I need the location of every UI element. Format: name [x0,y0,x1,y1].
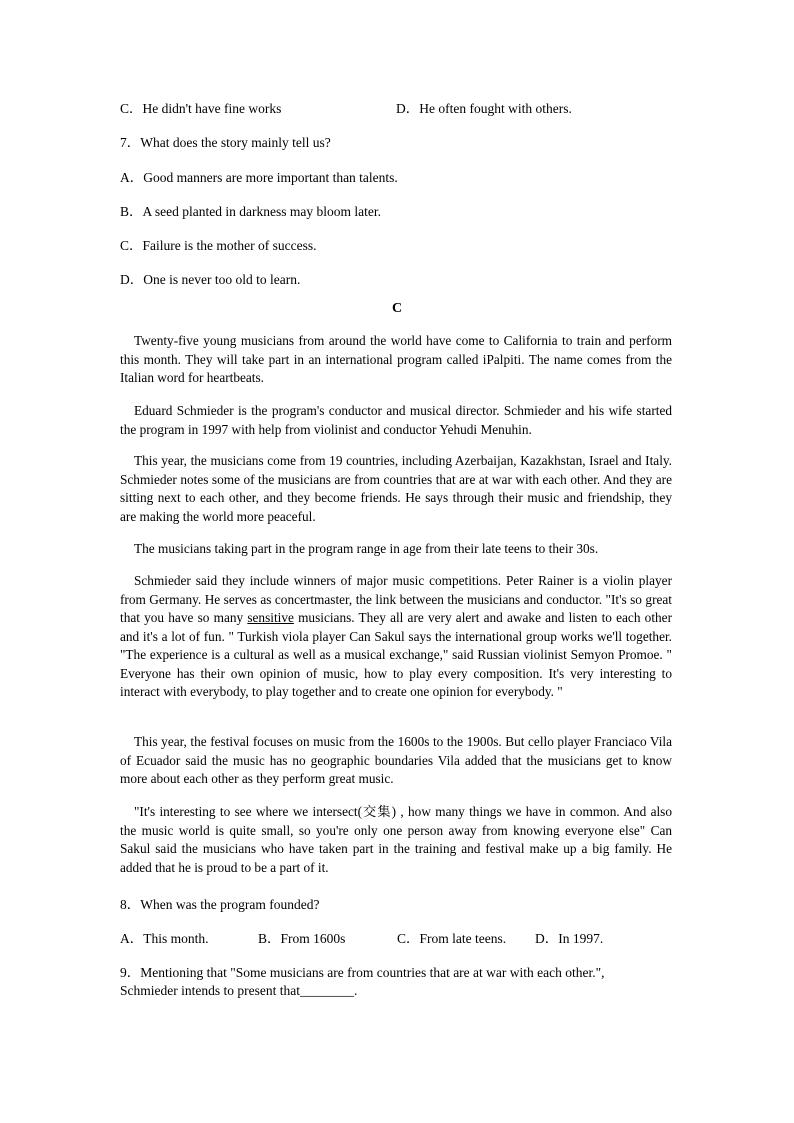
passage-paragraph-6-text: This year, the festival focuses on music from the 1600s to the 1900s. But cello player Franciaco Vila of Ecuador said the music has no geographic boundaries Vila added that the musicians get to know more about each other as they perform great music. [120,734,672,786]
underlined-word-sensitive: sensitive [247,610,294,625]
passage-paragraph-7-text: "It's interesting to see where we intersect(交集) , how many things we have in common. And also the music world is quite small, so you're only one person away from knowing everyone else" Can Sakul said the musicians who have taken part in the training and festival make up a big family. He added that he is proud to be a part of it. [120,804,672,875]
q8-option-a: A．This month. [120,931,209,946]
passage-paragraph-4-text: The musicians taking part in the program range in age from their late teens to their 30s. [134,541,599,556]
q6-option-c: C．He didn't have fine works [120,101,282,116]
q8-option-b: B．From 1600s [258,931,346,946]
passage-paragraph-6 [120,733,672,789]
passage-paragraph-5 [120,572,672,702]
q9-stem-line-2: Schmieder intends to present that________. [120,983,358,998]
q8-stem: 8．When was the program founded? [120,897,320,912]
q6-options-row [120,97,572,117]
q7-option-a: A．Good manners are more important than talents. [120,170,398,185]
q9-stem-line-1: 9．Mentioning that "Some musicians are from countries that are at war with each other.", [120,965,605,980]
passage-paragraph-2-text: Eduard Schmieder is the program's conductor and musical director. Schmieder and his wife started the program in 1997 with help from violinist and conductor Yehudi Menuhin. [120,403,672,437]
q8-options-row [120,927,603,947]
passage-paragraph-1 [120,332,672,388]
passage-paragraph-5-text [120,572,672,702]
passage-paragraph-3 [120,452,672,526]
q8-option-c: C．From late teens. [397,931,507,946]
q7-option-b: B．A seed planted in darkness may bloom later. [120,204,381,219]
p5-text-after: musicians. They all are very alert and awake and listen to each other and it's a lot of fun. " Turkish viola player Can Sakul says the international group works we'll together. "The experience is a cultural as well as a musical exchange," said Russian violinist Semyon Promoe. " Everyone has their own opinion of music, how to play every composition. It's very interesting to interact with everybody, to play together and to create one opinion for everybody. " [120,610,672,699]
q7-option-d: D．One is never too old to learn. [120,272,301,287]
section-heading: C [391,301,403,316]
passage-paragraph-3-text: This year, the musicians come from 19 countries, including Azerbaijan, Kazakhstan, Israel and Italy. Schmieder notes some of the musicians are from countries that are at war with each other. And they are sitting next to each other, and they become friends. He says through their music and friendship, they are making the world more peaceful. [120,453,672,524]
q8-option-d: D．In 1997. [535,931,604,946]
q7-option-c: C．Failure is the mother of success. [120,238,317,253]
passage-paragraph-7 [120,803,672,877]
q7-stem: 7．What does the story mainly tell us? [120,135,331,150]
passage-paragraph-2 [120,402,672,439]
passage-paragraph-4 [120,540,672,559]
p5-text-before: Schmieder said they include winners of major music competitions. Peter Rainer is a violin player from Germany. He serves as concertmaster, the link between the musicians and conductor. "It's so great that you have so many [120,573,672,625]
q6-option-d: D．He often fought with others. [396,101,572,116]
passage-paragraph-1-text: Twenty-five young musicians from around the world have come to California to train and perform this month. They will take part in an international program called iPalpiti. The name comes from the Italian word for heartbeats. [120,333,672,385]
